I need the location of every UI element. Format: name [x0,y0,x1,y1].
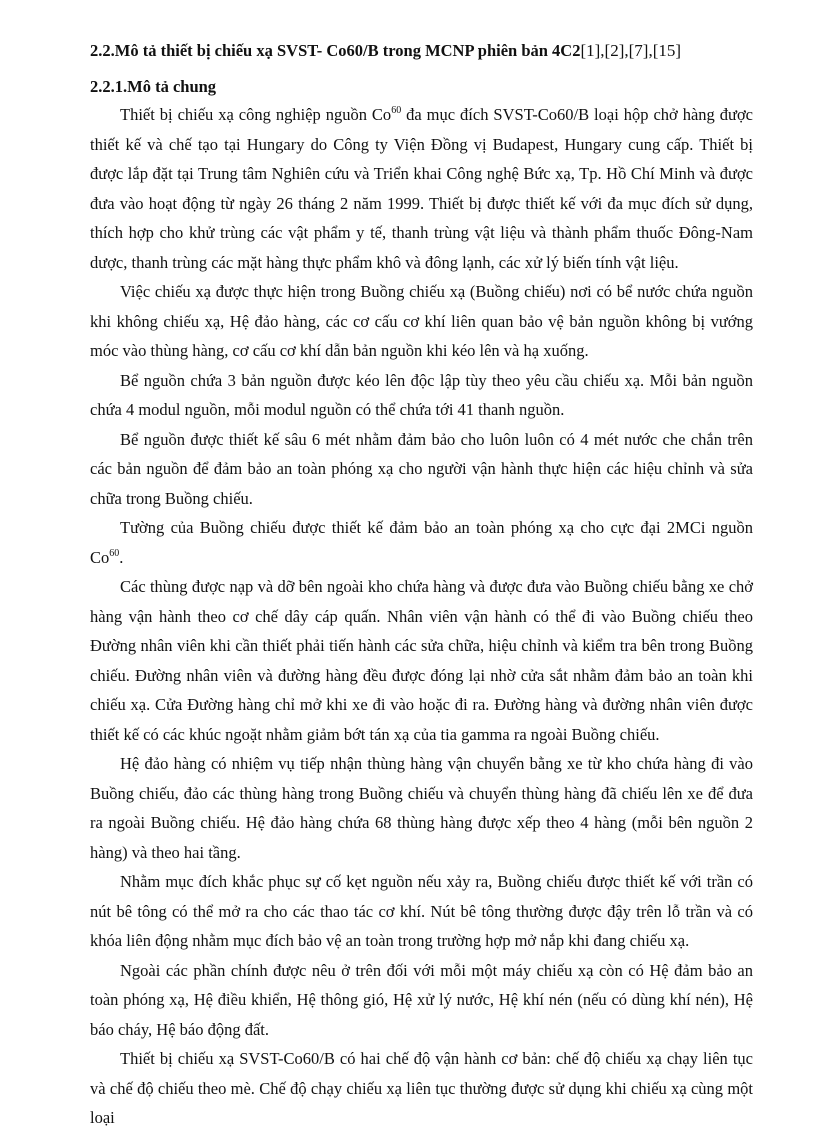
paragraph-9: Ngoài các phần chính được nêu ở trên đối với mỗi một máy chiếu xạ còn có Hệ đảm bảo an toàn phóng xạ, Hệ điều khiển, Hệ thông gió, Hệ xử lý nước, Hệ khí nén (nếu có dùng khí nén), Hệ báo cháy, Hệ báo động đất. [90,960,753,1039]
paragraph-6: Các thùng được nạp và dỡ bên ngoài kho chứa hàng và được đưa vào Buồng chiếu bằng xe chở hàng vận hành theo cơ chế dây cáp quấn. Nhân viên vận hành có thể đi vào Buồng chiếu theo Đường nhân viên khi cần thiết phải tiến hành các sửa chữa, hiệu chỉnh và kiểm tra bên trong Buồng chiếu. Đường nhân viên và đường hàng đều được đóng lại nhờ cửa sắt nhằm đảm bảo an toàn khi chiếu xạ. Cửa Đường hàng chỉ mở khi xe đi vào hoặc đi ra. Đường hàng và đường nhân viên được thiết kế có các khúc ngoặt nhằm giảm bớt tán xạ của tia gamma ra ngoài Buồng chiếu. [90,577,753,744]
paragraph-3: Bể nguồn chứa 3 bản nguồn được kéo lên độc lập tùy theo yêu cầu chiếu xạ. Mỗi bản nguồn chứa 4 modul nguồn, mỗi modul nguồn có thể chứa tới 41 thanh nguồn. [90,370,753,419]
paragraph-8: Nhằm mục đích khắc phục sự cố kẹt nguồn nếu xảy ra, Buồng chiếu được thiết kế với trần có nút bê tông có thể mở ra cho các thao tác cơ khí. Nút bê tông thường được đậy trên lỗ trần và có khóa liên động nhằm mục đích bảo vệ an toàn trong trường hợp mở nắp khi đang chiếu xạ. [90,872,753,950]
paragraph-4: Bể nguồn được thiết kế sâu 6 mét nhằm đảm bảo cho luôn luôn có 4 mét nước che chắn trên các bản nguồn để đảm bảo an toàn phóng xạ cho người vận hành thực hiện các hiệu chỉnh và sửa chữa trong Buồng chiếu. [90,429,753,508]
paragraph-7: Hệ đảo hàng có nhiệm vụ tiếp nhận thùng hàng vận chuyển bằng xe từ kho chứa hàng đi vào Buồng chiếu, đảo các thùng hàng trong Buồng chiếu và chuyển thùng hàng đã chiếu lên xe để đưa ra ngoài Buồng chiếu. Hệ đảo hàng chứa 68 thùng hàng được xếp theo 4 hàng (mỗi bên nguồn 2 hàng) và theo hai tầng. [90,754,753,862]
section-heading [90,40,681,62]
paragraph-2: Việc chiếu xạ được thực hiện trong Buồng chiếu xạ (Buồng chiếu) nơi có bể nước chứa nguồn khi không chiếu xạ, Hệ đảo hàng, các cơ cấu cơ khí liên quan bảo vệ bản nguồn không bị vướng móc vào thùng hàng, cơ cấu cơ khí dẫn bản nguồn khi kéo lên và hạ xuống. [90,282,753,360]
paragraph-5: Tường của Buồng chiếu được thiết kế đảm bảo an toàn phóng xạ cho cực đại 2MCi nguồn Co$^{60}$. [90,518,753,567]
section-title: 2.2.Mô tả thiết bị chiếu xạ SVST- Co60/B trong MCNP phiên bản 4C2 [90,41,581,60]
superscript-60: 60 [109,547,120,559]
body-text [90,100,753,1133]
superscript-60: 60 [391,105,402,116]
paragraph-1: Thiết bị chiếu xạ công nghiệp nguồn Co$^{60}$ đa mục đích SVST-Co60/B loại hộp chở hàng được thiết kế và chế tạo tại Hungary do Công ty Viện Đồng vị Budapest, Hungary cung cấp. Thiết bị được lắp đặt tại Trung tâm Nghiên cứu và Triển khai Công nghệ Bức xạ, Tp. Hồ Chí Minh và được đưa vào hoạt động từ ngày 26 tháng 2 năm 1999. Thiết bị được thiết kế với đa mục đích sử dụng, thích hợp cho khử trùng các vật phẩm y tế, thanh trùng vật liệu và thành phẩm thuốc Đông-Nam dược, thanh trùng các mặt hàng thực phẩm khô và đông lạnh, các xử lý biến tính vật liệu. [90,105,754,272]
subsection-heading: 2.2.1.Mô tả chung [90,77,217,96]
paragraph-10: Thiết bị chiếu xạ SVST-Co60/B có hai chế độ vận hành cơ bản: chế độ chiếu xạ chạy liên tục và chế độ chiếu theo mè. Chế độ chạy chiếu xạ liên tục thường được sử dụng khi chiếu xạ cùng một loại [90,1049,753,1127]
section-references: [1],[2],[7],[15] [580,41,682,60]
